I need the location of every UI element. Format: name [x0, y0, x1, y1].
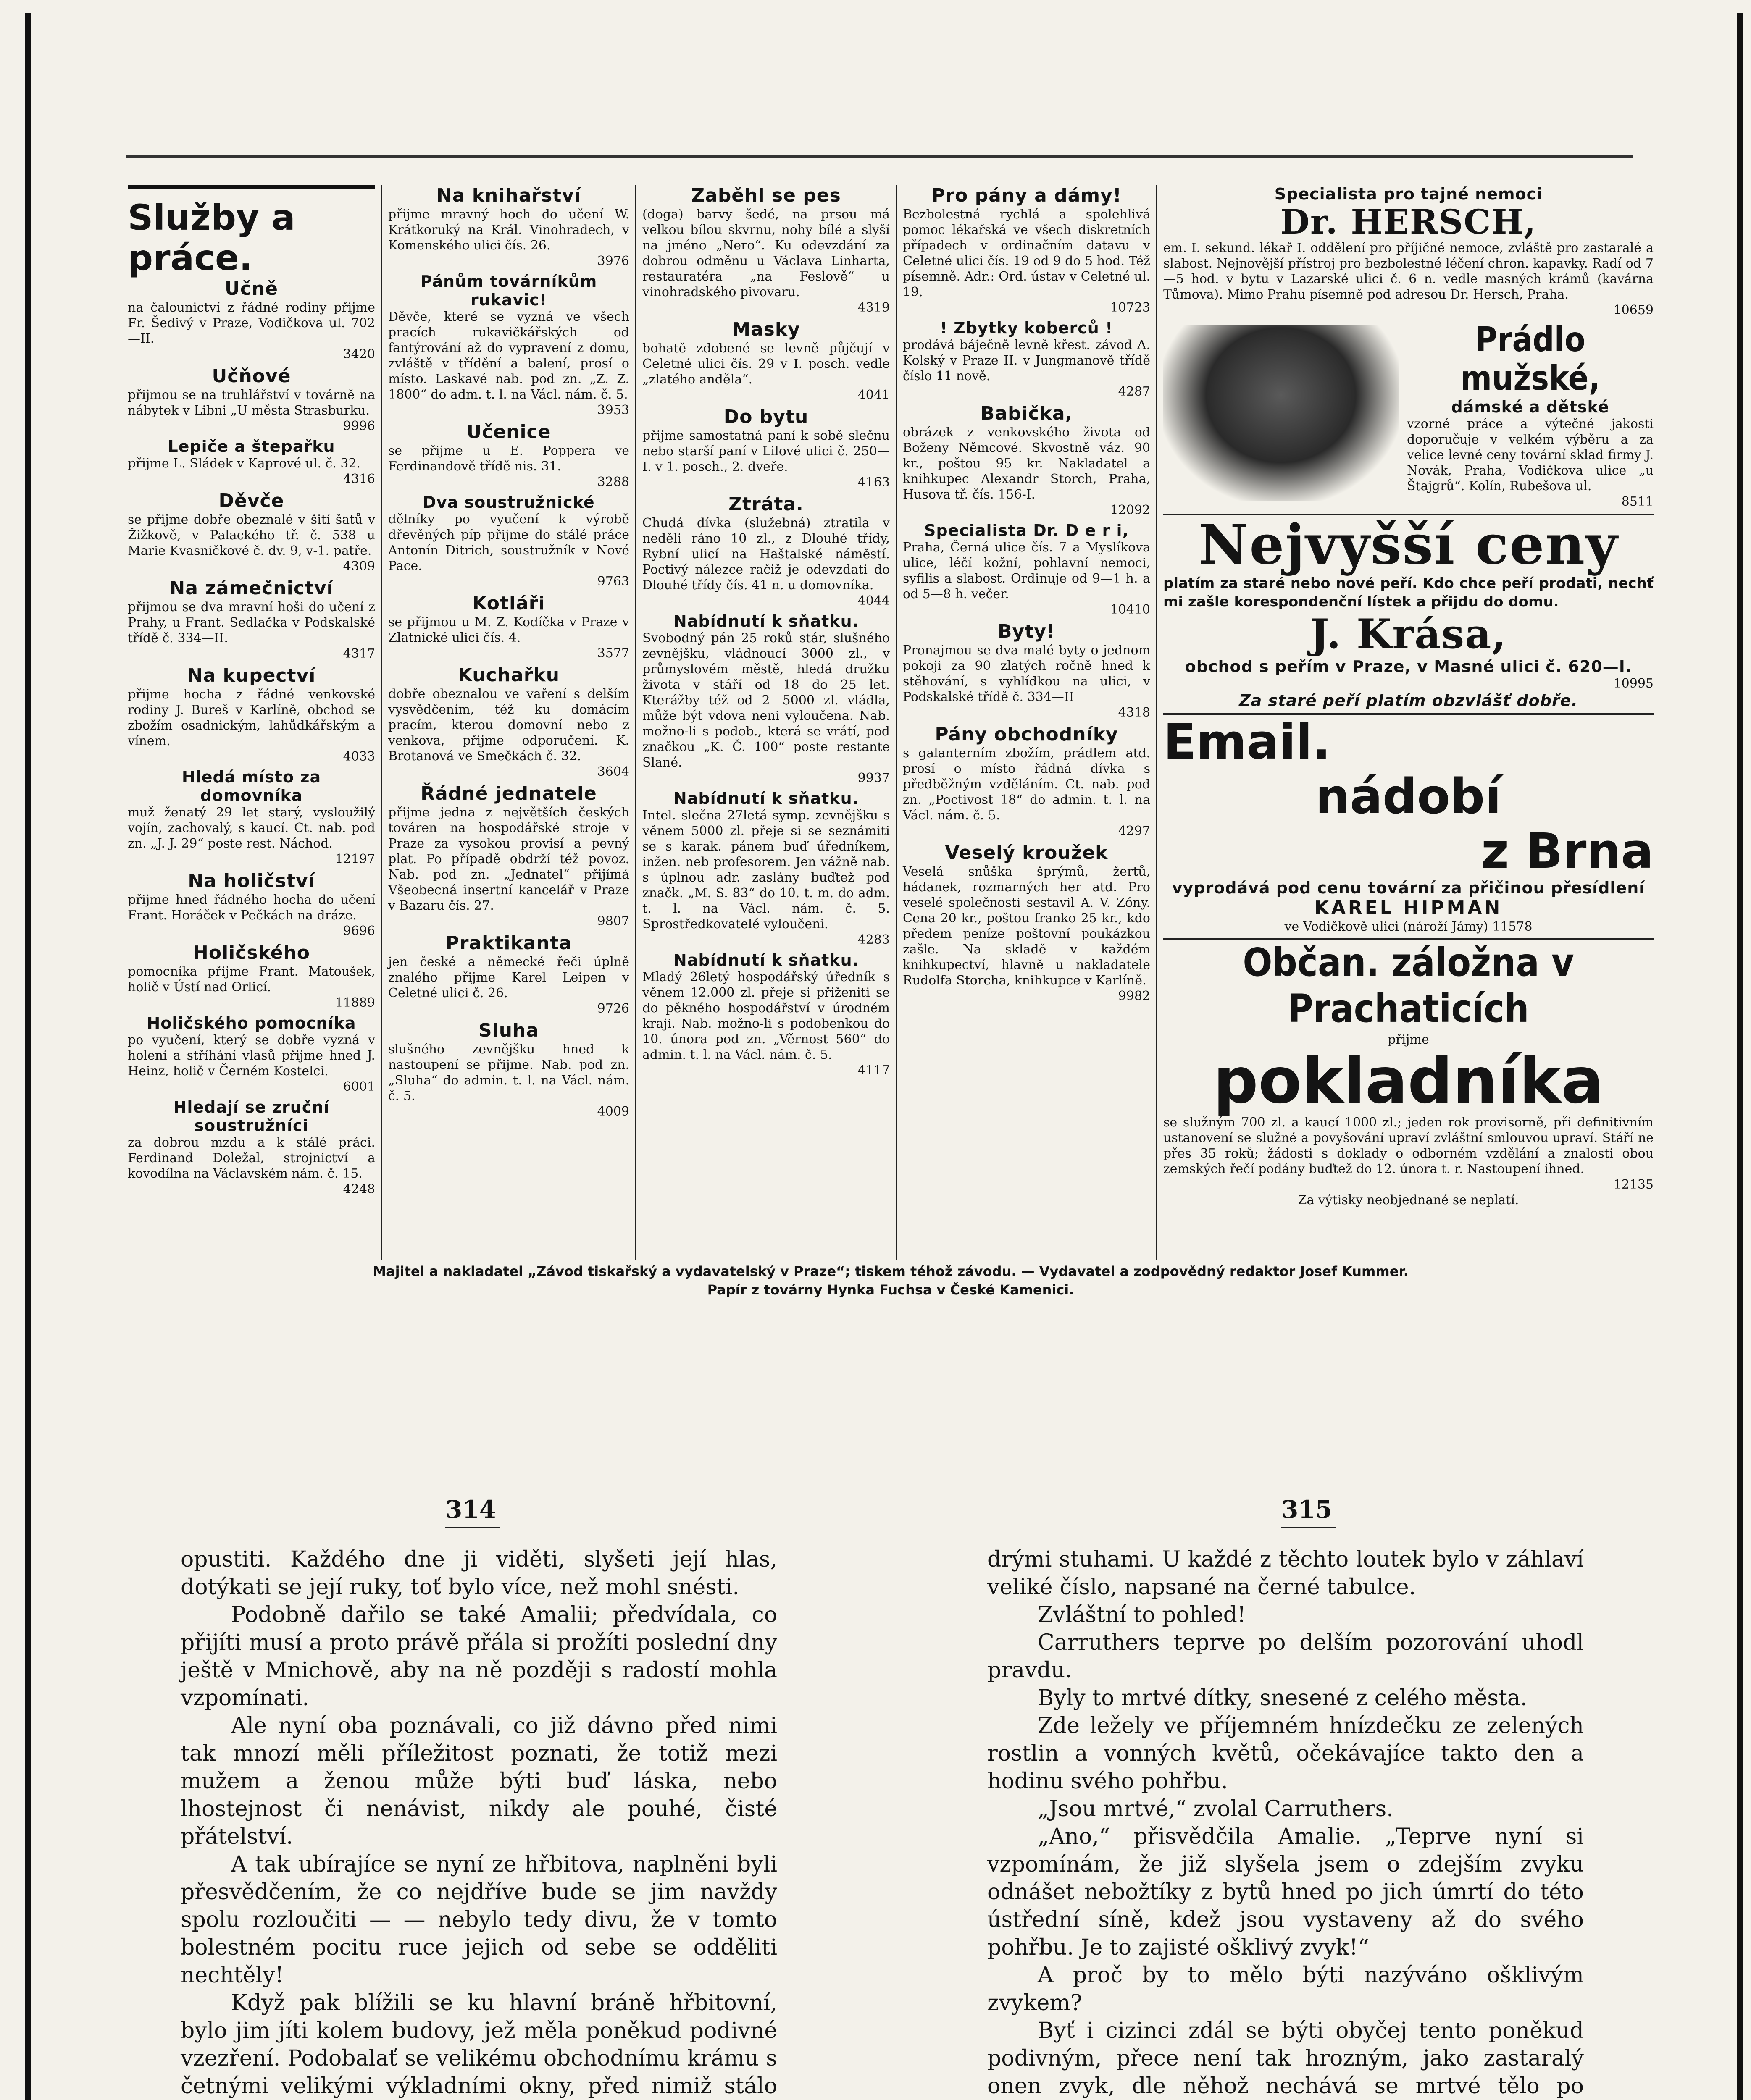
story-right-column	[987, 1546, 1584, 2100]
clothing-illustration	[1163, 325, 1399, 501]
advertisement	[128, 278, 375, 362]
ad-heading: Holičského	[193, 942, 310, 963]
ad-text: Chudá dívka (služebná) ztratila v neděli ráno 10 zl., z Dlouhé třídy, Rybní ulicí na Haštalské náměstí. Poctivý nálezce račiž je odevzdati do Dlouhé třídy čís. 41 n. u domovníka.	[642, 516, 890, 593]
hersch-text: em. I. sekund. lékař I. oddělení pro příjičné nemoce, zvláště pro zastaralé a slabost. Nejnovější přístroj pro bezbolestné léčení chron. kapavky. Radí od 7—5 hod. v bytu v Lazarské ulici č. 6 n. vedle masných krámů (kavárna Tůmova). Mimo Prahu písemně pod adresou Dr. Hersch, Praha.	[1163, 241, 1654, 302]
zalozna-text: se služným 700 zl. a kaucí 1000 zl.; jeden rok provisorně, při definitivním ustanovení se služné a povyšování upraví zvláštní smlouvou upraví. Stáří ne přes 35 roků; žádosti s doklady o odborném vzdělání a znalosti obou zemských řečí podány buďtež do 12. února t. r. Nastoupení ihned.	[1163, 1115, 1654, 1176]
ad-column-right	[1157, 185, 1659, 1260]
advertisement	[128, 870, 375, 939]
advertisement	[642, 319, 890, 403]
advertisement	[642, 406, 890, 490]
top-rule	[126, 155, 1633, 158]
krasa-text: platím za staré nebo nové peří. Kdo chce peří prodati, nechť mi zašle korespondenční lístek a přijdu do domu.	[1163, 575, 1654, 610]
ad-number: 4041	[857, 388, 890, 402]
ad-number: 10410	[1110, 602, 1150, 617]
zalozna-number: 12135	[1613, 1177, 1654, 1192]
advertisement	[903, 621, 1150, 720]
ad-text: slušného zevnějšku hned k nastoupení se přijme. Nab. pod zn. „Sluha“ do admin. t. l. na Václ. nám. č. 5.	[388, 1042, 629, 1103]
story-paragraph: Zde ležely ve příjemném hnízdečku ze zelených rostlin a vonných květů, očekávajíce takto den a hodinu svého pohřbu.	[987, 1713, 1584, 1794]
ad-heading: Specialista Dr. D e r i,	[924, 521, 1129, 540]
advertisement	[642, 612, 890, 786]
zalozna-big: pokladníka	[1213, 1045, 1604, 1118]
ad-number: 3577	[597, 646, 629, 661]
ad-number: 12197	[335, 852, 375, 866]
story-paragraph: Byť i cizinci zdál se býti obyčej tento poněkud podivným, přece není tak hrozným, jako zastaralý onen zvyk, dle něhož nechává se mrtvé tělo po	[987, 2018, 1584, 2099]
email-text: vyprodává pod cenu tovární za přičinou přesídlení	[1172, 879, 1645, 897]
ad-number: 4318	[1118, 705, 1150, 720]
ad-number: 4316	[343, 472, 375, 486]
ad-heading: Kuchařku	[457, 664, 560, 686]
story-paragraph: A tak ubírajíce se nyní ze hřbitova, naplněni byli přesvědčením, že co nejdříve bude se jim navždy spolu rozloučiti — — nebylo tedy divu, že v tomto bolestném pocitu ruce jejich od sebe se odděliti nechtěly!	[181, 1852, 777, 1988]
ad-text: přijme hned řádného hocha do učení Frant. Horáček v Pečkách na dráze.	[128, 892, 375, 923]
ad-text: Mladý 26letý hospodářský úředník s věnem 12.000 zl. přeje si přiženiti se do pěkného hospodářství v úrodném kraji. Nab. možno-li s podobenkou do 10. února pod zn. „Věrnost 560“ do admin. t. l. na Václ. nám. č. 5.	[642, 970, 890, 1062]
ad-number: 4283	[857, 932, 890, 947]
pradlo-ad	[1163, 320, 1654, 509]
ad-column-2	[382, 185, 636, 1260]
advertisement	[128, 942, 375, 1011]
ad-number: 4044	[857, 593, 890, 608]
story-paragraph: Carruthers teprve po delším pozorování uhodl pravdu.	[987, 1630, 1584, 1683]
story-paragraph: „Ano,“ přisvědčila Amalie. „Teprve nyní si vzpomínám, že již slyšela jsem o zdejším zvyku odnášet nebožtíky z bytů hned po jich úmrtí do této ústřední síně, kdež jsou vystaveny až do svého pohřbu. Je to zajisté ošklivý zvyk!“	[987, 1824, 1584, 1960]
advertisement	[642, 185, 890, 315]
section-title: Služby a práce.	[128, 185, 375, 278]
ad-number: 4009	[597, 1104, 629, 1119]
ad-heading: Veselý kroužek	[945, 842, 1108, 864]
pradlo-text: vzorné práce a výtečné jakosti doporučuje v velkém výběru a za velice levné ceny tovární sklad firmy J. Novák, Praha, Vodičkova ulice „u Štajgrů“. Kolín, Rubešova ul.	[1407, 417, 1654, 494]
email-subtitle: nádobí	[1315, 769, 1501, 825]
ad-number: 4163	[857, 475, 890, 490]
ad-text: Svobodný pán 25 roků stár, slušného zevnějšku, vládnoucí 3000 zl., v průmyslovém městě, hledá družku života v stáří od 18 do 25 let. Kterážby též od 2—5000 zl. vládla, může být vdova neni vyloučena. Nab. možno-li s podob., která se vrátí, pod značkou „K. Č. 100“ poste restante Slané.	[642, 631, 890, 770]
ad-text: přijme jedna z největších českých továren na hospodářské stroje v Praze za vysokou provisí a pevný plat. Po případě obdrží též povoz. Nab. pod zn. „Jednatel“ přijímá Všeobecná insertní kancelář v Praze v Bazaru čís. 27.	[388, 805, 629, 913]
story-paragraph: Podobně dařilo se také Amalii; předvídala, co přijíti musí a proto právě přála si prožíti poslední dny ještě v Mnichově, aby na ně později s radostí mohla vzpomínati.	[181, 1602, 777, 1711]
email-origin: z Brna	[1481, 823, 1654, 879]
ad-text: s galanterním zbožím, prádlem atd. prosí o místo řádná dívka s předběžným vzděláním. Ct. nab. pod zn. „Poctivost 18“ do admin. t. l. na Václ. nám. č. 5.	[903, 746, 1150, 823]
imprint-line-1: Majitel a nakladatel „Závod tiskařský a vydavatelský v Praze“; tiskem téhož závodu. — Vydavatel a zodpovědný redaktor Josef Kummer.	[373, 1263, 1409, 1279]
ad-text: Děvče, které se vyzná ve všech pracích rukavičkářských od fantýrování až do vypravení z domu, zvláště v třídění a balení, prosí o místo. Laskavé nab. pod zn. „Z. Z. 1800“ do adm. t. l. na Václ. nám. č. 5.	[388, 310, 629, 402]
advertisement	[128, 768, 375, 867]
ad-text: dělníky po vyučení k výrobě dřevěných píp přijme do stálé práce Antonín Ditrich, soustružník v Nové Pace.	[388, 512, 629, 573]
email-address	[1163, 919, 1654, 934]
advertisement	[128, 1014, 375, 1095]
story-paragraph: drými stuhami. U každé z těchto loutek bylo v záhlaví veliké číslo, napsané na černé tabulce.	[987, 1547, 1584, 1600]
krasa-name: J. Krása,	[1310, 610, 1507, 658]
advertisement	[388, 421, 629, 490]
ad-heading: Pánům továrníkům rukavic!	[420, 272, 597, 309]
ad-text: se přijmou u M. Z. Kodíčka v Praze v Zlatnické ulici čís. 4.	[388, 615, 629, 645]
advertisement	[388, 185, 629, 269]
ad-heading: Holičského pomocníka	[147, 1014, 356, 1032]
ad-text: Pronajmou se dva malé byty o jednom pokoji za 90 zlatých ročně hned k stěhování, s vyhlídkou na ulici, v Podskalské třídě č. 334—II	[903, 643, 1150, 704]
ad-text: po vyučení, který se dobře vyzná v holení a stříhání vlasů přijme hned J. Heinz, holič v Černém Kostelci.	[128, 1033, 375, 1079]
ad-text: přijme hocha z řádné venkovské rodiny J. Bureš v Karlíně, obchod se zbožím osadnickým, lahůdkářským a vínem.	[128, 687, 375, 748]
zalozna-sub: přijme	[1388, 1032, 1429, 1047]
story-paragraph: Byly to mrtvé dítky, snesené z celého města.	[1038, 1685, 1528, 1711]
ad-heading: Ztráta.	[728, 494, 804, 515]
advertisement	[903, 724, 1150, 839]
hersch-number: 10659	[1613, 303, 1654, 318]
advertisement	[903, 842, 1150, 1004]
ad-number: 4248	[343, 1182, 375, 1197]
ad-heading: Nabídnutí k sňatku.	[673, 951, 859, 969]
ad-heading: Na kupectví	[187, 665, 316, 686]
ad-column-1	[122, 185, 382, 1260]
ad-text: za dobrou mzdu a k stálé práci. Ferdinand Doležal, strojnictví a kovodílna na Václavském nám. č. 15.	[128, 1135, 375, 1181]
ad-text: přijme L. Sládek v Kaprové ul. č. 32.	[128, 456, 361, 471]
ad-heading: Dva soustružnické	[423, 493, 595, 512]
pradlo-title: Prádlo mužské,	[1460, 320, 1600, 398]
krasa-title: Nejvyšší ceny	[1163, 514, 1654, 574]
advertisement	[128, 665, 375, 764]
ad-number: 4317	[343, 646, 375, 661]
advertisement	[903, 319, 1150, 399]
email-title: Email.	[1163, 714, 1331, 770]
ad-text: dobře obeznalou ve vaření s delším vysvědčením, též ku domácím pracím, kterou domovní nebo z venkova, přijme odporučení. K. Brotanová ve Smečkách č. 32.	[388, 687, 629, 764]
advertisement	[642, 494, 890, 609]
ad-number: 9726	[597, 1001, 629, 1016]
ad-column-3	[636, 185, 897, 1260]
zalozna-ad	[1163, 938, 1654, 1208]
ad-heading: Pro pány a dámy!	[931, 185, 1122, 206]
ad-number: 3420	[343, 347, 375, 362]
ad-text: muž ženatý 29 let starý, vysloužilý vojín, zachovalý, s kaucí. Ct. nab. pod zn. „J. J. 29“ poste rest. Náchod.	[128, 805, 375, 851]
hersch-heading: Specialista pro tajné nemoci	[1274, 185, 1543, 203]
advertisement	[128, 490, 375, 574]
advertisement	[128, 578, 375, 662]
ad-number: 11889	[335, 995, 375, 1010]
ad-number: 9996	[343, 419, 375, 433]
advertisement	[128, 365, 375, 434]
ad-number: 4033	[343, 749, 375, 764]
ad-number: 10723	[1110, 300, 1150, 315]
ad-column-4	[897, 185, 1157, 1260]
ad-heading: Na zámečnictví	[169, 578, 334, 599]
pradlo-number: 8511	[1621, 494, 1654, 509]
ad-number: 9696	[343, 924, 375, 938]
ad-text: jen české a německé řeči úplně znalého přijme Karel Leipen v Celetné ulici č. 26.	[388, 955, 629, 1000]
ad-text: přijmou se na truhlářství v továrně na nábytek v Libni „U města Strasburku.	[128, 388, 375, 418]
story-left-column	[181, 1546, 777, 2100]
story-paragraph: „Jsou mrtvé,“ zvolal Carruthers.	[1038, 1796, 1393, 1822]
ad-text: obrázek z venkovského života od Boženy Němcové. Skvostně váz. 90 kr., poštou 95 kr. Nakladatel a knihkupec Alexandr Storch, Praha, Husova tř. čís. 156-I.	[903, 425, 1150, 502]
ad-heading: Hledá místo za domovníka	[181, 768, 321, 805]
ad-number: 9982	[1118, 989, 1150, 1003]
hersch-name: Dr. HERSCH,	[1280, 202, 1537, 242]
ad-text: Intel. slečna 27letá symp. zevnějšku s věnem 5000 zl. přeje si se seznámiti se s karak. pánem buď úředníkem, inžen. neb profesorem. Jen vážně nab. s úplnou adr. zaslány buďtež pod značk. „M. S. 83“ do 10. t. m. do adm. t. l. na Václ. nám. č. 5. Sprostředkovatelé vyloučeni.	[642, 808, 890, 932]
ad-heading: Hledají se zruční soustružníci	[173, 1098, 330, 1135]
ad-heading: Zaběhl se pes	[691, 185, 841, 206]
ad-text: Praha, Černá ulice čís. 7 a Myslíkova ulice, léčí kožní, pohlavní nemoci, syfilis a slabost. Ordinuje od 9—1 h. a od 5—8 h. večer.	[903, 540, 1150, 601]
ad-heading: Masky	[732, 319, 800, 340]
ad-heading: Učně	[225, 278, 278, 299]
ad-heading: Nabídnutí k sňatku.	[673, 612, 859, 630]
ad-text: přijmou se dva mravní hoši do učení z Prahy, u Frant. Sedlačka v Podskalské třídě č. 334—II.	[128, 600, 375, 646]
ad-number: 6001	[343, 1079, 375, 1094]
ad-heading: Do bytu	[723, 406, 809, 428]
krasa-number: 10995	[1613, 676, 1654, 691]
ad-list	[388, 185, 629, 1119]
ad-text: přijme samostatná paní k sobě slečnu nebo starší paní v Lilové ulici č. 250—I. v 1. posch., 2. dveře.	[642, 428, 890, 474]
ad-text: Bezbolestná rychlá a spolehlivá pomoc lékařská ve všech diskretních případech v ordinačním datavu v Celetné ulici čís. 19 od 9 do 5 hod. Též písemně. Adr.: Ord. ústav v Celetné ul. 19.	[903, 207, 1150, 299]
advertisement	[128, 437, 375, 487]
advertisement	[903, 403, 1150, 518]
advertisement	[388, 493, 629, 589]
ad-number: 9807	[597, 914, 629, 929]
ad-number: 3288	[597, 475, 629, 489]
imprint-line-2: Papír z továrny Hynka Fuchsa v České Kamenici.	[707, 1282, 1074, 1298]
story-paragraph: opustiti. Každého dne ji viděti, slyšeti její hlas, dotýkati se její ruky, toť bylo více, než mohl snésti.	[181, 1547, 777, 1600]
email-address-text: ve Vodičkově ulici (nároží Jámy)	[1284, 919, 1488, 934]
ad-list	[903, 185, 1150, 1004]
advertisement	[388, 593, 629, 661]
ad-text: se přijme u E. Poppera ve Ferdinandově třídě nis. 31.	[388, 444, 629, 474]
ad-text: Veselá snůška šprýmů, žertů, hádanek, rozmarných her atd. Pro veselé společnosti sestavil A. V. Zóny. Cena 20 kr., poštou franko 25 kr., kdo předem peníze poštovní poukázkou zašle. Na skladě v každém knihkupectví, hlavně u nakladatele Rudolfa Storcha, knihkupce v Karlíně.	[903, 864, 1150, 988]
krasa-address: obchod s peřím v Praze, v Masné ulici č. 620—I.	[1185, 657, 1632, 676]
ad-number: 4319	[857, 300, 890, 315]
ad-number: 4297	[1118, 824, 1150, 838]
advertisement	[642, 789, 890, 948]
ad-heading: Byty!	[998, 621, 1055, 642]
ad-number: 4117	[857, 1063, 890, 1078]
ad-number: 3604	[597, 764, 629, 779]
advertisement	[388, 664, 629, 780]
email-ad	[1163, 713, 1654, 934]
story-paragraph: Zvláštní to pohled!	[1038, 1602, 1246, 1628]
ad-heading: Na holičství	[188, 870, 315, 892]
ad-heading: Děvče	[218, 490, 284, 512]
ad-number: 4287	[1118, 384, 1150, 399]
advertisement	[642, 951, 890, 1078]
ad-heading: Učenice	[466, 421, 551, 443]
story-paragraph: Ale nyní oba poznávali, co již dávno před nimi tak mnozí měli příležitost poznati, že totiž mezi mužem a ženou může býti buď láska, nebo lhostejnost či nenávist, nikdy ale pouhé, čisté přátelství.	[181, 1713, 777, 1849]
zalozna-note: Za výtisky neobjednané se neplatí.	[1298, 1193, 1519, 1208]
zalozna-title: Občan. záložna v Prachaticích	[1243, 940, 1574, 1031]
imprint	[122, 1262, 1659, 1299]
page-number-left: 314	[445, 1495, 500, 1528]
ad-text: pomocníka přijme Frant. Matoušek, holič v Ústí nad Orlicí.	[128, 964, 375, 995]
advertisement-section	[122, 185, 1659, 1260]
story-paragraph: Když pak blížili se ku hlavní bráně hřbitovní, bylo jim jíti kolem budovy, jež měla poněkud podivné vzezření. Podobalať se velikému obchodnímu krámu s četnými velikými výkladními okny, před nimiž stálo	[181, 1990, 777, 2099]
ad-heading: Učňové	[212, 365, 291, 387]
advertisement	[128, 1098, 375, 1197]
ad-heading: Řádné jednatele	[421, 783, 597, 804]
ad-heading: Na knihařství	[436, 185, 581, 206]
advertisement	[903, 185, 1150, 315]
ad-text: přijme mravný hoch do učení W. Krátkoruký na Král. Vinohradech, v Komenského ulici čís. 26.	[388, 207, 629, 253]
ad-heading: Lepiče a štepařku	[168, 437, 335, 456]
ad-text: se přijme dobře obeznalé v šití šatů v Žižkově, v Palackého tř. č. 538 u Marie Kvasničkové č. dv. 9, v-1. patře.	[128, 512, 375, 558]
ad-heading: Babička,	[980, 403, 1073, 424]
advertisement	[388, 1020, 629, 1119]
advertisement	[388, 272, 629, 418]
email-name: KAREL HIPMAN	[1314, 897, 1503, 919]
pradlo-subtitle: dámské a dětské	[1451, 398, 1609, 416]
page-number-right: 315	[1281, 1495, 1336, 1528]
advertisement	[388, 932, 629, 1016]
email-number: 11578	[1492, 919, 1533, 934]
ad-heading: Sluha	[478, 1020, 539, 1041]
ad-heading: ! Zbytky koberců !	[940, 319, 1113, 337]
ad-text: prodává báječně levně křest. závod A. Kolský v Praze II. v Jungmanově třídě číslo 11 nově.	[903, 338, 1150, 383]
ad-heading: Nabídnutí k sňatku.	[673, 789, 859, 808]
ad-text: (doga) barvy šedé, na prsou má velkou bílou skvrnu, nohy bílé a slyší na jméno „Nero“. Ku odevzdání za dobrou odměnu u Václava Linharta, restauratéra „na Feslově“ u vinohradského pivovaru.	[642, 207, 890, 299]
ad-heading: Kotláři	[472, 593, 545, 614]
ad-heading: Pány obchodníky	[935, 724, 1118, 745]
ad-heading: Praktikanta	[445, 932, 572, 954]
ad-text: bohatě zdobené se levně půjčují v Celetné ulici čís. 29 v I. posch. vedle „zlatého anděla“.	[642, 341, 890, 387]
ad-text: na čalounictví z řádné rodiny přijme Fr. Šedivý v Praze, Vodičkova ul. 702—II.	[128, 300, 375, 346]
ad-number: 9937	[857, 771, 890, 785]
ad-list	[128, 278, 375, 1197]
ad-list	[642, 185, 890, 1078]
ad-number: 3953	[597, 403, 629, 417]
advertisement	[388, 783, 629, 929]
ad-number: 9763	[597, 574, 629, 589]
advertisement	[903, 521, 1150, 617]
ad-number: 12092	[1110, 503, 1150, 517]
krasa-note: Za staré peří platím obzvlášť dobře.	[1239, 691, 1578, 710]
story-paragraph: A proč by to mělo býti nazýváno ošklivým zvykem?	[987, 1963, 1584, 2016]
ad-number: 4309	[343, 559, 375, 574]
ad-number: 3976	[597, 254, 629, 268]
